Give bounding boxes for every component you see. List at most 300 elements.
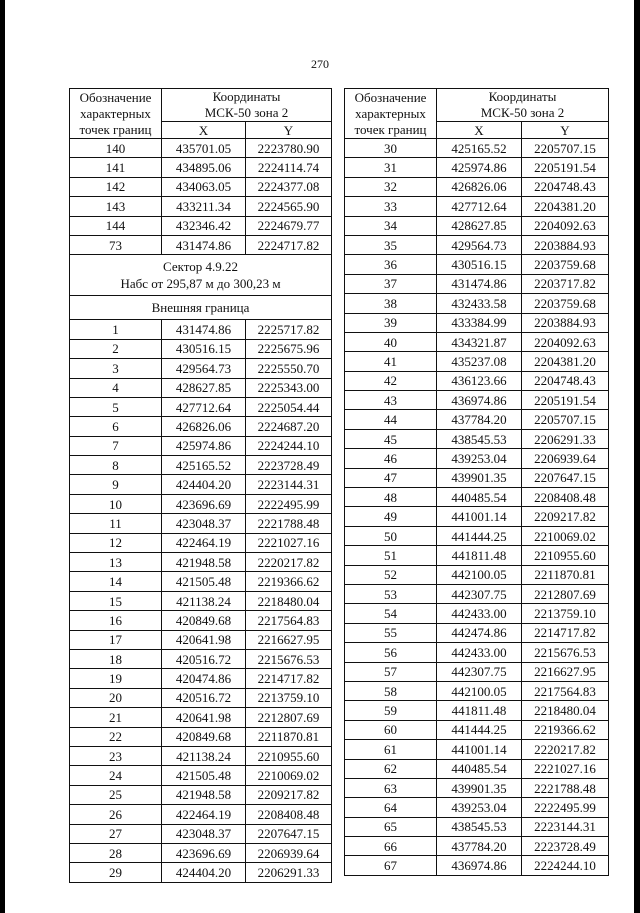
cell-y-value: 2222495.99 [246, 494, 332, 513]
cell-y-value: 2203759.68 [522, 294, 609, 313]
table-row [345, 177, 609, 196]
cell-y-value: 2224565.90 [246, 197, 332, 216]
cell-y-value: 2215676.53 [246, 649, 332, 668]
table-row [70, 456, 332, 475]
cell-y-value: 2204748.43 [522, 371, 609, 390]
table-row [70, 611, 332, 630]
cell-y-value: 2222495.99 [522, 798, 609, 817]
table-row [70, 139, 332, 158]
cell-point-id: 5 [70, 397, 162, 416]
cell-x-value: 423048.37 [162, 824, 246, 843]
scan-edge-right [634, 0, 640, 913]
table-row [345, 313, 609, 332]
table-row [70, 630, 332, 649]
table-row [345, 294, 609, 313]
cell-point-id: 19 [70, 669, 162, 688]
table-row [70, 669, 332, 688]
cell-y-value: 2210955.60 [246, 746, 332, 765]
cell-y-value: 2210955.60 [522, 546, 609, 565]
cell-point-id: 12 [70, 533, 162, 552]
cell-y-value: 2225550.70 [246, 359, 332, 378]
cell-x-value: 439901.35 [437, 778, 522, 797]
table-row [70, 785, 332, 804]
header-point-label-line: Обозначение [79, 89, 152, 105]
table-row [345, 488, 609, 507]
cell-y-value: 2225054.44 [246, 397, 332, 416]
table-row [70, 766, 332, 785]
cell-y-value: 2214717.82 [522, 623, 609, 642]
cell-y-value: 2204092.63 [522, 332, 609, 351]
cell-y-value: 2212807.69 [522, 584, 609, 603]
cell-point-id: 56 [345, 643, 437, 662]
cell-point-id: 42 [345, 371, 437, 390]
table-row [345, 197, 609, 216]
cell-x-value: 441811.48 [437, 546, 522, 565]
table-row [345, 255, 609, 274]
cell-point-id: 17 [70, 630, 162, 649]
table-row [345, 778, 609, 797]
cell-x-value: 442307.75 [437, 662, 522, 681]
header-coordinates-line: Координаты [488, 89, 557, 104]
cell-y-value: 2213759.10 [522, 604, 609, 623]
cell-y-value: 2225717.82 [246, 320, 332, 339]
cell-x-value: 431474.86 [437, 274, 522, 293]
cell-point-id: 15 [70, 591, 162, 610]
table-row [70, 727, 332, 746]
table-row [70, 197, 332, 216]
table-row [70, 746, 332, 765]
cell-x-value: 420641.98 [162, 708, 246, 727]
cell-point-id: 39 [345, 313, 437, 332]
cell-point-id: 141 [70, 158, 162, 177]
cell-point-id: 6 [70, 417, 162, 436]
table-row [70, 378, 332, 397]
cell-y-value: 2224679.77 [246, 216, 332, 235]
sector-heading [70, 255, 332, 296]
cell-x-value: 423696.69 [162, 494, 246, 513]
cell-x-value: 420849.68 [162, 727, 246, 746]
cell-point-id: 3 [70, 359, 162, 378]
cell-x-value: 425165.52 [437, 139, 522, 158]
table-row [345, 837, 609, 856]
cell-point-id: 24 [70, 766, 162, 785]
page-number: 270 [311, 57, 329, 71]
cell-point-id: 25 [70, 785, 162, 804]
cell-point-id: 16 [70, 611, 162, 630]
cell-y-value: 2217564.83 [246, 611, 332, 630]
header-point-label-line: точек границ [79, 121, 152, 137]
cell-point-id: 14 [70, 572, 162, 591]
cell-y-value: 2219366.62 [246, 572, 332, 591]
cell-y-value: 2208408.48 [522, 488, 609, 507]
header-coordinates-line: Координаты [212, 89, 281, 104]
cell-x-value: 437784.20 [437, 837, 522, 856]
cell-y-value: 2206291.33 [246, 863, 332, 882]
cell-y-value: 2224717.82 [246, 235, 332, 254]
cell-x-value: 421138.24 [162, 746, 246, 765]
cell-point-id: 65 [345, 817, 437, 836]
cell-y-value: 2205191.54 [522, 158, 609, 177]
table-row [70, 320, 332, 339]
cell-y-value: 2218480.04 [522, 701, 609, 720]
cell-y-value: 2210069.02 [522, 526, 609, 545]
cell-x-value: 442307.75 [437, 584, 522, 603]
table-row [70, 436, 332, 455]
cell-x-value: 424404.20 [162, 863, 246, 882]
cell-y-value: 2223144.31 [522, 817, 609, 836]
header-y: Y [522, 122, 609, 139]
table-row [345, 720, 609, 739]
cell-x-value: 439253.04 [437, 449, 522, 468]
cell-y-value: 2218480.04 [246, 591, 332, 610]
cell-x-value: 426826.06 [162, 417, 246, 436]
table-row [70, 688, 332, 707]
cell-x-value: 441001.14 [437, 740, 522, 759]
cell-point-id: 20 [70, 688, 162, 707]
table-row [345, 662, 609, 681]
cell-x-value: 438545.53 [437, 817, 522, 836]
cell-point-id: 35 [345, 235, 437, 254]
cell-x-value: 435701.05 [162, 139, 246, 158]
cell-point-id: 28 [70, 843, 162, 862]
cell-y-value: 2221027.16 [246, 533, 332, 552]
cell-x-value: 438545.53 [437, 429, 522, 448]
cell-x-value: 423696.69 [162, 843, 246, 862]
cell-x-value: 442433.00 [437, 604, 522, 623]
cell-y-value: 2207647.15 [522, 468, 609, 487]
cell-point-id: 18 [70, 649, 162, 668]
cell-x-value: 440485.54 [437, 488, 522, 507]
table-row [70, 397, 332, 416]
table-row [70, 359, 332, 378]
cell-x-value: 430516.15 [437, 255, 522, 274]
cell-x-value: 424404.20 [162, 475, 246, 494]
table-row [345, 604, 609, 623]
cell-y-value: 2225675.96 [246, 339, 332, 358]
table-row [70, 649, 332, 668]
table-row [70, 514, 332, 533]
table-row [70, 708, 332, 727]
header-coordinates [437, 89, 609, 122]
cell-y-value: 2217564.83 [522, 681, 609, 700]
cell-point-id: 41 [345, 352, 437, 371]
cell-y-value: 2210069.02 [246, 766, 332, 785]
sector-heading-line: Набс от 295,87 м до 300,23 м [120, 276, 281, 292]
cell-x-value: 428627.85 [437, 216, 522, 235]
cell-y-value: 2220217.82 [522, 740, 609, 759]
table-row [345, 139, 609, 158]
cell-point-id: 9 [70, 475, 162, 494]
cell-x-value: 439901.35 [437, 468, 522, 487]
cell-x-value: 435237.08 [437, 352, 522, 371]
cell-y-value: 2223728.49 [246, 456, 332, 475]
coordinates-table-left [69, 88, 332, 883]
cell-point-id: 46 [345, 449, 437, 468]
boundary-heading-line: Внешняя граница [151, 300, 250, 316]
table-row [345, 546, 609, 565]
cell-y-value: 2220217.82 [246, 553, 332, 572]
boundary-heading-row [70, 296, 332, 320]
header-point-label [345, 89, 437, 139]
cell-point-id: 60 [345, 720, 437, 739]
cell-point-id: 66 [345, 837, 437, 856]
cell-point-id: 55 [345, 623, 437, 642]
table-row [345, 468, 609, 487]
cell-point-id: 1 [70, 320, 162, 339]
cell-x-value: 434895.06 [162, 158, 246, 177]
cell-x-value: 420641.98 [162, 630, 246, 649]
table-row [70, 863, 332, 882]
cell-x-value: 432433.58 [437, 294, 522, 313]
cell-y-value: 2205191.54 [522, 391, 609, 410]
table-row [345, 584, 609, 603]
cell-y-value: 2214717.82 [246, 669, 332, 688]
header-point-label-line: точек границ [354, 121, 427, 137]
cell-point-id: 27 [70, 824, 162, 843]
cell-y-value: 2203884.93 [522, 313, 609, 332]
header-coordinates [162, 89, 332, 122]
header-x: X [162, 122, 246, 139]
table-row [345, 643, 609, 662]
table-row [345, 817, 609, 836]
cell-point-id: 143 [70, 197, 162, 216]
table-row [70, 843, 332, 862]
cell-y-value: 2206939.64 [246, 843, 332, 862]
cell-x-value: 442100.05 [437, 565, 522, 584]
header-y: Y [246, 122, 332, 139]
cell-y-value: 2209217.82 [522, 507, 609, 526]
cell-point-id: 73 [70, 235, 162, 254]
boundary-heading [70, 296, 332, 320]
cell-x-value: 441444.25 [437, 526, 522, 545]
cell-x-value: 427712.64 [437, 197, 522, 216]
cell-y-value: 2203759.68 [522, 255, 609, 274]
cell-y-value: 2206291.33 [522, 429, 609, 448]
header-point-label [70, 89, 162, 139]
cell-point-id: 144 [70, 216, 162, 235]
cell-point-id: 47 [345, 468, 437, 487]
cell-x-value: 422464.19 [162, 805, 246, 824]
sector-heading-row [70, 255, 332, 296]
table-row [345, 449, 609, 468]
table-row [70, 339, 332, 358]
cell-point-id: 31 [345, 158, 437, 177]
cell-y-value: 2205707.15 [522, 410, 609, 429]
cell-point-id: 140 [70, 139, 162, 158]
cell-x-value: 433384.99 [437, 313, 522, 332]
cell-y-value: 2219366.62 [522, 720, 609, 739]
table-row [345, 565, 609, 584]
cell-y-value: 2221788.48 [246, 514, 332, 533]
cell-point-id: 63 [345, 778, 437, 797]
cell-y-value: 2223780.90 [246, 139, 332, 158]
table-row [345, 740, 609, 759]
coordinates-table-right [344, 88, 609, 876]
table-row [70, 572, 332, 591]
cell-y-value: 2207647.15 [246, 824, 332, 843]
cell-y-value: 2212807.69 [246, 708, 332, 727]
cell-y-value: 2221788.48 [522, 778, 609, 797]
cell-y-value: 2224244.10 [522, 856, 609, 875]
cell-x-value: 420849.68 [162, 611, 246, 630]
cell-y-value: 2211870.81 [246, 727, 332, 746]
cell-point-id: 40 [345, 332, 437, 351]
cell-point-id: 52 [345, 565, 437, 584]
header-point-label-line: характерных [355, 105, 426, 121]
cell-point-id: 38 [345, 294, 437, 313]
cell-y-value: 2208408.48 [246, 805, 332, 824]
cell-x-value: 429564.73 [437, 235, 522, 254]
cell-point-id: 64 [345, 798, 437, 817]
cell-x-value: 436974.86 [437, 391, 522, 410]
cell-x-value: 441001.14 [437, 507, 522, 526]
cell-point-id: 44 [345, 410, 437, 429]
table-row [345, 623, 609, 642]
cell-y-value: 2209217.82 [246, 785, 332, 804]
cell-x-value: 441444.25 [437, 720, 522, 739]
table-row [345, 507, 609, 526]
table-row [70, 216, 332, 235]
cell-x-value: 439253.04 [437, 798, 522, 817]
cell-x-value: 429564.73 [162, 359, 246, 378]
header-coordinates-line: МСК-50 зона 2 [204, 105, 289, 120]
cell-y-value: 2211870.81 [522, 565, 609, 584]
cell-x-value: 431474.86 [162, 235, 246, 254]
cell-x-value: 420516.72 [162, 688, 246, 707]
cell-point-id: 32 [345, 177, 437, 196]
cell-x-value: 425974.86 [437, 158, 522, 177]
table-row [345, 701, 609, 720]
cell-x-value: 442433.00 [437, 643, 522, 662]
cell-point-id: 8 [70, 456, 162, 475]
table-row [70, 533, 332, 552]
table-row [345, 681, 609, 700]
cell-x-value: 442100.05 [437, 681, 522, 700]
cell-y-value: 2206939.64 [522, 449, 609, 468]
cell-x-value: 421948.58 [162, 553, 246, 572]
cell-point-id: 4 [70, 378, 162, 397]
cell-point-id: 53 [345, 584, 437, 603]
table-row [345, 332, 609, 351]
cell-x-value: 423048.37 [162, 514, 246, 533]
cell-point-id: 36 [345, 255, 437, 274]
cell-x-value: 421138.24 [162, 591, 246, 610]
cell-point-id: 49 [345, 507, 437, 526]
table-row [345, 235, 609, 254]
cell-y-value: 2204381.20 [522, 352, 609, 371]
cell-point-id: 34 [345, 216, 437, 235]
table-row [70, 475, 332, 494]
cell-point-id: 45 [345, 429, 437, 448]
cell-x-value: 421505.48 [162, 766, 246, 785]
cell-x-value: 432346.42 [162, 216, 246, 235]
cell-x-value: 442474.86 [437, 623, 522, 642]
table-row [70, 591, 332, 610]
table-row [345, 759, 609, 778]
table-row [345, 410, 609, 429]
table-row [345, 798, 609, 817]
cell-y-value: 2221027.16 [522, 759, 609, 778]
cell-point-id: 43 [345, 391, 437, 410]
cell-point-id: 11 [70, 514, 162, 533]
cell-x-value: 430516.15 [162, 339, 246, 358]
cell-point-id: 26 [70, 805, 162, 824]
cell-y-value: 2205707.15 [522, 139, 609, 158]
header-x: X [437, 122, 522, 139]
cell-point-id: 50 [345, 526, 437, 545]
cell-x-value: 436123.66 [437, 371, 522, 390]
cell-x-value: 420516.72 [162, 649, 246, 668]
cell-x-value: 425165.52 [162, 456, 246, 475]
cell-x-value: 425974.86 [162, 436, 246, 455]
table-row [345, 429, 609, 448]
table-row [345, 274, 609, 293]
table-row [345, 158, 609, 177]
table-row [70, 553, 332, 572]
cell-point-id: 142 [70, 177, 162, 196]
table-row [70, 824, 332, 843]
table-row [70, 417, 332, 436]
cell-y-value: 2204748.43 [522, 177, 609, 196]
cell-point-id: 37 [345, 274, 437, 293]
cell-y-value: 2203884.93 [522, 235, 609, 254]
cell-x-value: 426826.06 [437, 177, 522, 196]
cell-x-value: 428627.85 [162, 378, 246, 397]
table-row [70, 177, 332, 196]
cell-x-value: 431474.86 [162, 320, 246, 339]
cell-y-value: 2213759.10 [246, 688, 332, 707]
table-row [70, 235, 332, 254]
cell-point-id: 2 [70, 339, 162, 358]
cell-point-id: 62 [345, 759, 437, 778]
cell-point-id: 30 [345, 139, 437, 158]
cell-point-id: 23 [70, 746, 162, 765]
table-row [70, 158, 332, 177]
cell-point-id: 10 [70, 494, 162, 513]
cell-point-id: 48 [345, 488, 437, 507]
cell-x-value: 427712.64 [162, 397, 246, 416]
table-row [70, 494, 332, 513]
cell-y-value: 2224377.08 [246, 177, 332, 196]
cell-x-value: 441811.48 [437, 701, 522, 720]
cell-point-id: 7 [70, 436, 162, 455]
cell-x-value: 422464.19 [162, 533, 246, 552]
cell-point-id: 57 [345, 662, 437, 681]
cell-point-id: 61 [345, 740, 437, 759]
cell-point-id: 51 [345, 546, 437, 565]
cell-y-value: 2203717.82 [522, 274, 609, 293]
table-row [345, 371, 609, 390]
sector-heading-line: Сектор 4.9.22 [162, 259, 238, 275]
cell-point-id: 29 [70, 863, 162, 882]
cell-x-value: 440485.54 [437, 759, 522, 778]
cell-y-value: 2224687.20 [246, 417, 332, 436]
cell-y-value: 2223144.31 [246, 475, 332, 494]
cell-y-value: 2204092.63 [522, 216, 609, 235]
table-row [345, 856, 609, 875]
table-row [345, 216, 609, 235]
cell-point-id: 59 [345, 701, 437, 720]
header-point-label-line: Обозначение [354, 89, 427, 105]
table-row [345, 526, 609, 545]
cell-point-id: 21 [70, 708, 162, 727]
header-point-label-line: характерных [80, 105, 151, 121]
scan-edge-left [0, 0, 5, 913]
cell-y-value: 2225343.00 [246, 378, 332, 397]
cell-point-id: 58 [345, 681, 437, 700]
cell-y-value: 2216627.95 [522, 662, 609, 681]
header-coordinates-line: МСК-50 зона 2 [480, 105, 565, 120]
